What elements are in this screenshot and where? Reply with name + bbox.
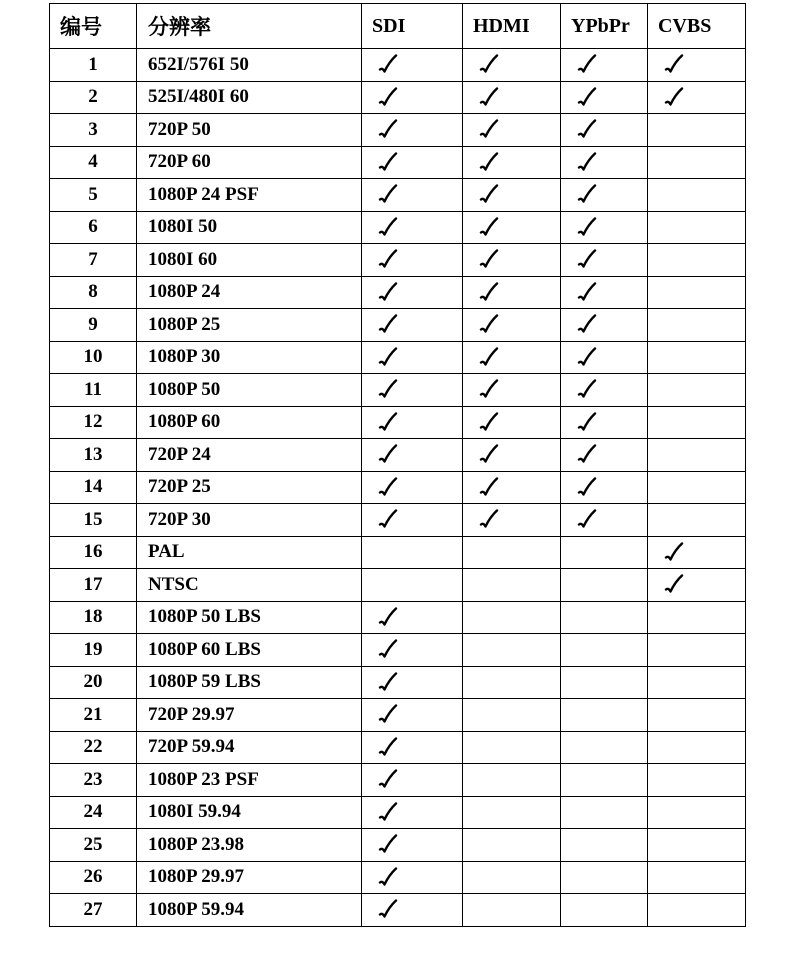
sdi-support-cell — [362, 146, 463, 179]
row-number-cell: 14 — [50, 471, 137, 504]
hdmi-support-cell — [463, 569, 561, 602]
sdi-support-cell — [362, 179, 463, 212]
cvbs-support-cell — [648, 699, 746, 732]
table-row — [50, 536, 746, 569]
table-header — [50, 4, 746, 49]
hdmi-support-cell — [463, 309, 561, 342]
row-number-cell: 26 — [50, 861, 137, 894]
hdmi-support-cell — [463, 861, 561, 894]
checkmark-icon — [577, 379, 597, 401]
row-number-cell: 19 — [50, 634, 137, 667]
cvbs-support-cell — [648, 309, 746, 342]
checkmark-icon — [378, 834, 398, 856]
ypbpr-support-cell — [561, 179, 648, 212]
ypbpr-support-cell — [561, 471, 648, 504]
resolution-cell: 720P 59.94 — [137, 731, 362, 764]
table-row — [50, 439, 746, 472]
cvbs-support-cell — [648, 601, 746, 634]
row-number-cell: 5 — [50, 179, 137, 212]
table-row — [50, 244, 746, 277]
row-number-cell: 18 — [50, 601, 137, 634]
ypbpr-support-cell — [561, 601, 648, 634]
cvbs-support-cell — [648, 829, 746, 862]
checkmark-icon — [479, 282, 499, 304]
ypbpr-support-cell — [561, 276, 648, 309]
table-row — [50, 341, 746, 374]
table-row — [50, 114, 746, 147]
table-row — [50, 569, 746, 602]
table-row — [50, 471, 746, 504]
sdi-support-cell — [362, 211, 463, 244]
sdi-support-cell — [362, 569, 463, 602]
checkmark-icon — [378, 54, 398, 76]
table-row — [50, 406, 746, 439]
cvbs-support-cell — [648, 861, 746, 894]
checkmark-icon — [378, 802, 398, 824]
cvbs-support-cell — [648, 471, 746, 504]
hdmi-support-cell — [463, 341, 561, 374]
resolution-cell: 525I/480I 60 — [137, 81, 362, 114]
checkmark-icon — [479, 217, 499, 239]
sdi-support-cell — [362, 49, 463, 82]
hdmi-support-cell — [463, 244, 561, 277]
ypbpr-support-cell — [561, 699, 648, 732]
table-row — [50, 829, 746, 862]
checkmark-icon — [664, 542, 684, 564]
sdi-support-cell — [362, 81, 463, 114]
resolution-support-table — [49, 3, 746, 927]
checkmark-icon — [479, 509, 499, 531]
hdmi-support-cell — [463, 211, 561, 244]
row-number-cell: 17 — [50, 569, 137, 602]
cvbs-support-cell — [648, 504, 746, 537]
cvbs-support-cell — [648, 81, 746, 114]
header-cvbs: CVBS — [648, 4, 746, 49]
table-row — [50, 504, 746, 537]
resolution-cell: 652I/576I 50 — [137, 49, 362, 82]
cvbs-support-cell — [648, 211, 746, 244]
hdmi-support-cell — [463, 601, 561, 634]
ypbpr-support-cell — [561, 894, 648, 927]
hdmi-support-cell — [463, 504, 561, 537]
row-number-cell: 13 — [50, 439, 137, 472]
hdmi-support-cell — [463, 699, 561, 732]
checkmark-icon — [378, 672, 398, 694]
hdmi-support-cell — [463, 731, 561, 764]
ypbpr-support-cell — [561, 796, 648, 829]
checkmark-icon — [479, 477, 499, 499]
checkmark-icon — [378, 639, 398, 661]
checkmark-icon — [577, 282, 597, 304]
ypbpr-support-cell — [561, 634, 648, 667]
table-row — [50, 764, 746, 797]
ypbpr-support-cell — [561, 146, 648, 179]
checkmark-icon — [479, 379, 499, 401]
checkmark-icon — [479, 347, 499, 369]
checkmark-icon — [479, 184, 499, 206]
row-number-cell: 3 — [50, 114, 137, 147]
checkmark-icon — [479, 87, 499, 109]
ypbpr-support-cell — [561, 666, 648, 699]
cvbs-support-cell — [648, 731, 746, 764]
sdi-support-cell — [362, 634, 463, 667]
checkmark-icon — [479, 152, 499, 174]
checkmark-icon — [577, 87, 597, 109]
checkmark-icon — [479, 314, 499, 336]
row-number-cell: 24 — [50, 796, 137, 829]
checkmark-icon — [378, 379, 398, 401]
row-number-cell: 4 — [50, 146, 137, 179]
checkmark-icon — [378, 607, 398, 629]
ypbpr-support-cell — [561, 374, 648, 407]
checkmark-icon — [577, 184, 597, 206]
checkmark-icon — [577, 249, 597, 271]
resolution-cell: 1080P 59 LBS — [137, 666, 362, 699]
hdmi-support-cell — [463, 49, 561, 82]
resolution-cell: 1080P 23 PSF — [137, 764, 362, 797]
table-row — [50, 699, 746, 732]
sdi-support-cell — [362, 764, 463, 797]
checkmark-icon — [577, 444, 597, 466]
checkmark-icon — [378, 704, 398, 726]
header-number: 编号 — [50, 4, 137, 49]
checkmark-icon — [378, 509, 398, 531]
hdmi-support-cell — [463, 406, 561, 439]
cvbs-support-cell — [648, 536, 746, 569]
cvbs-support-cell — [648, 894, 746, 927]
hdmi-support-cell — [463, 439, 561, 472]
checkmark-icon — [664, 54, 684, 76]
checkmark-icon — [378, 347, 398, 369]
checkmark-icon — [664, 574, 684, 596]
hdmi-support-cell — [463, 179, 561, 212]
cvbs-support-cell — [648, 341, 746, 374]
ypbpr-support-cell — [561, 114, 648, 147]
hdmi-support-cell — [463, 634, 561, 667]
sdi-support-cell — [362, 114, 463, 147]
sdi-support-cell — [362, 341, 463, 374]
resolution-cell: 1080P 50 — [137, 374, 362, 407]
table-row — [50, 81, 746, 114]
ypbpr-support-cell — [561, 49, 648, 82]
row-number-cell: 23 — [50, 764, 137, 797]
row-number-cell: 11 — [50, 374, 137, 407]
resolution-cell: 1080I 59.94 — [137, 796, 362, 829]
hdmi-support-cell — [463, 471, 561, 504]
table-row — [50, 146, 746, 179]
ypbpr-support-cell — [561, 536, 648, 569]
cvbs-support-cell — [648, 374, 746, 407]
row-number-cell: 27 — [50, 894, 137, 927]
sdi-support-cell — [362, 406, 463, 439]
table-row — [50, 634, 746, 667]
checkmark-icon — [378, 249, 398, 271]
hdmi-support-cell — [463, 81, 561, 114]
header-hdmi: HDMI — [463, 4, 561, 49]
hdmi-support-cell — [463, 894, 561, 927]
table-row — [50, 731, 746, 764]
checkmark-icon — [664, 87, 684, 109]
resolution-cell: 1080I 50 — [137, 211, 362, 244]
hdmi-support-cell — [463, 276, 561, 309]
checkmark-icon — [577, 509, 597, 531]
table-row — [50, 179, 746, 212]
ypbpr-support-cell — [561, 211, 648, 244]
resolution-cell: 1080P 24 PSF — [137, 179, 362, 212]
table-row — [50, 211, 746, 244]
cvbs-support-cell — [648, 114, 746, 147]
sdi-support-cell — [362, 374, 463, 407]
sdi-support-cell — [362, 244, 463, 277]
ypbpr-support-cell — [561, 81, 648, 114]
sdi-support-cell — [362, 439, 463, 472]
checkmark-icon — [378, 87, 398, 109]
resolution-cell: 720P 29.97 — [137, 699, 362, 732]
checkmark-icon — [378, 282, 398, 304]
sdi-support-cell — [362, 699, 463, 732]
resolution-cell: 720P 25 — [137, 471, 362, 504]
resolution-cell: 1080P 30 — [137, 341, 362, 374]
ypbpr-support-cell — [561, 309, 648, 342]
hdmi-support-cell — [463, 666, 561, 699]
checkmark-icon — [378, 899, 398, 921]
ypbpr-support-cell — [561, 341, 648, 374]
row-number-cell: 25 — [50, 829, 137, 862]
ypbpr-support-cell — [561, 764, 648, 797]
resolution-cell: 720P 60 — [137, 146, 362, 179]
checkmark-icon — [378, 769, 398, 791]
row-number-cell: 12 — [50, 406, 137, 439]
checkmark-icon — [378, 444, 398, 466]
ypbpr-support-cell — [561, 406, 648, 439]
checkmark-icon — [479, 249, 499, 271]
table-row — [50, 276, 746, 309]
cvbs-support-cell — [648, 244, 746, 277]
checkmark-icon — [577, 412, 597, 434]
checkmark-icon — [577, 347, 597, 369]
checkmark-icon — [577, 314, 597, 336]
resolution-cell: 720P 30 — [137, 504, 362, 537]
resolution-cell: 1080I 60 — [137, 244, 362, 277]
table-row — [50, 796, 746, 829]
sdi-support-cell — [362, 796, 463, 829]
cvbs-support-cell — [648, 406, 746, 439]
resolution-cell: 1080P 29.97 — [137, 861, 362, 894]
row-number-cell: 9 — [50, 309, 137, 342]
row-number-cell: 15 — [50, 504, 137, 537]
hdmi-support-cell — [463, 764, 561, 797]
row-number-cell: 10 — [50, 341, 137, 374]
resolution-cell: 1080P 25 — [137, 309, 362, 342]
checkmark-icon — [577, 54, 597, 76]
checkmark-icon — [378, 314, 398, 336]
resolution-cell: 1080P 60 — [137, 406, 362, 439]
hdmi-support-cell — [463, 374, 561, 407]
ypbpr-support-cell — [561, 244, 648, 277]
resolution-cell: NTSC — [137, 569, 362, 602]
sdi-support-cell — [362, 536, 463, 569]
cvbs-support-cell — [648, 796, 746, 829]
sdi-support-cell — [362, 894, 463, 927]
ypbpr-support-cell — [561, 569, 648, 602]
sdi-support-cell — [362, 471, 463, 504]
row-number-cell: 1 — [50, 49, 137, 82]
checkmark-icon — [577, 152, 597, 174]
cvbs-support-cell — [648, 569, 746, 602]
sdi-support-cell — [362, 601, 463, 634]
table-row — [50, 49, 746, 82]
checkmark-icon — [577, 477, 597, 499]
sdi-support-cell — [362, 861, 463, 894]
ypbpr-support-cell — [561, 731, 648, 764]
sdi-support-cell — [362, 829, 463, 862]
hdmi-support-cell — [463, 114, 561, 147]
cvbs-support-cell — [648, 146, 746, 179]
header-row — [50, 4, 746, 49]
resolution-cell: 1080P 59.94 — [137, 894, 362, 927]
checkmark-icon — [479, 444, 499, 466]
table-row — [50, 894, 746, 927]
cvbs-support-cell — [648, 49, 746, 82]
cvbs-support-cell — [648, 666, 746, 699]
checkmark-icon — [378, 737, 398, 759]
ypbpr-support-cell — [561, 861, 648, 894]
checkmark-icon — [378, 119, 398, 141]
table-row — [50, 309, 746, 342]
cvbs-support-cell — [648, 439, 746, 472]
checkmark-icon — [577, 119, 597, 141]
cvbs-support-cell — [648, 634, 746, 667]
checkmark-icon — [378, 152, 398, 174]
cvbs-support-cell — [648, 276, 746, 309]
cvbs-support-cell — [648, 764, 746, 797]
row-number-cell: 7 — [50, 244, 137, 277]
hdmi-support-cell — [463, 796, 561, 829]
row-number-cell: 21 — [50, 699, 137, 732]
resolution-cell: 1080P 23.98 — [137, 829, 362, 862]
checkmark-icon — [479, 119, 499, 141]
table-row — [50, 374, 746, 407]
checkmark-icon — [378, 184, 398, 206]
table-row — [50, 666, 746, 699]
sdi-support-cell — [362, 504, 463, 537]
header-sdi: SDI — [362, 4, 463, 49]
row-number-cell: 20 — [50, 666, 137, 699]
sdi-support-cell — [362, 666, 463, 699]
header-resolution: 分辨率 — [137, 4, 362, 49]
checkmark-icon — [378, 412, 398, 434]
hdmi-support-cell — [463, 146, 561, 179]
resolution-cell: 1080P 60 LBS — [137, 634, 362, 667]
header-ypbpr: YPbPr — [561, 4, 648, 49]
checkmark-icon — [479, 54, 499, 76]
checkmark-icon — [378, 217, 398, 239]
resolution-cell: PAL — [137, 536, 362, 569]
resolution-cell: 720P 50 — [137, 114, 362, 147]
hdmi-support-cell — [463, 829, 561, 862]
checkmark-icon — [577, 217, 597, 239]
checkmark-icon — [479, 412, 499, 434]
sdi-support-cell — [362, 276, 463, 309]
hdmi-support-cell — [463, 536, 561, 569]
resolution-cell: 720P 24 — [137, 439, 362, 472]
row-number-cell: 8 — [50, 276, 137, 309]
table-body — [50, 49, 746, 927]
row-number-cell: 2 — [50, 81, 137, 114]
row-number-cell: 16 — [50, 536, 137, 569]
checkmark-icon — [378, 867, 398, 889]
ypbpr-support-cell — [561, 439, 648, 472]
table-row — [50, 601, 746, 634]
ypbpr-support-cell — [561, 829, 648, 862]
ypbpr-support-cell — [561, 504, 648, 537]
sdi-support-cell — [362, 731, 463, 764]
sdi-support-cell — [362, 309, 463, 342]
resolution-cell: 1080P 24 — [137, 276, 362, 309]
cvbs-support-cell — [648, 179, 746, 212]
row-number-cell: 22 — [50, 731, 137, 764]
table-row — [50, 861, 746, 894]
row-number-cell: 6 — [50, 211, 137, 244]
checkmark-icon — [378, 477, 398, 499]
resolution-cell: 1080P 50 LBS — [137, 601, 362, 634]
